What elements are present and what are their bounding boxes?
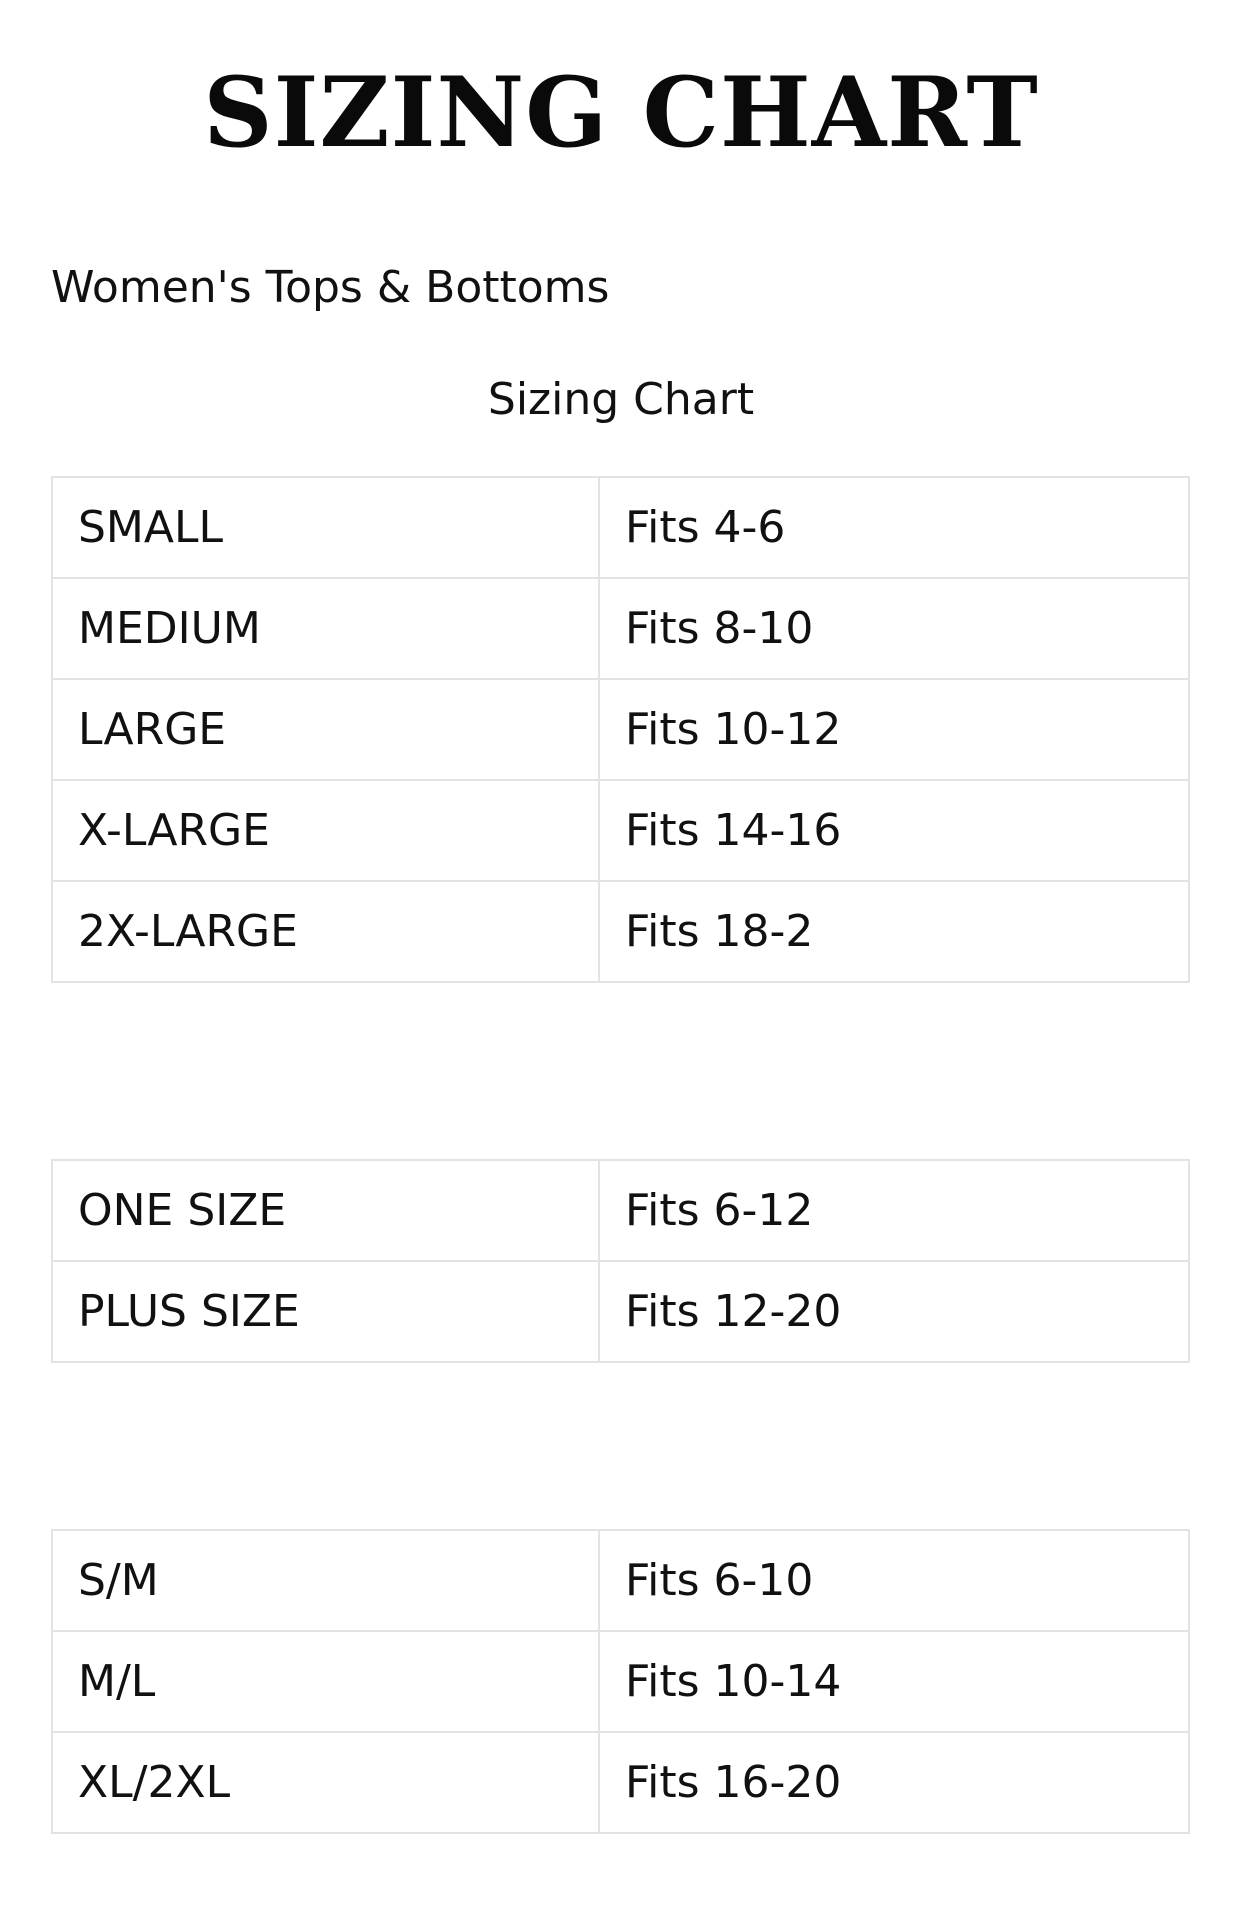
size-cell: XL/2XL bbox=[52, 1732, 599, 1833]
fit-cell: Fits 10-14 bbox=[599, 1631, 1189, 1732]
fit-cell: Fits 12-20 bbox=[599, 1261, 1189, 1362]
table-row bbox=[52, 1530, 1189, 1631]
fit-cell: Fits 6-12 bbox=[599, 1160, 1189, 1261]
sizing-table-one-size bbox=[51, 1159, 1190, 1363]
size-cell: PLUS SIZE bbox=[52, 1261, 599, 1362]
table-row bbox=[52, 1732, 1189, 1833]
fit-cell: Fits 16-20 bbox=[599, 1732, 1189, 1833]
size-cell: MEDIUM bbox=[52, 578, 599, 679]
fit-cell: Fits 8-10 bbox=[599, 578, 1189, 679]
fit-cell: Fits 18-2 bbox=[599, 881, 1189, 982]
sizing-table-standard bbox=[51, 476, 1190, 983]
fit-cell: Fits 10-12 bbox=[599, 679, 1189, 780]
table-row bbox=[52, 477, 1189, 578]
table-row bbox=[52, 679, 1189, 780]
fit-cell: Fits 6-10 bbox=[599, 1530, 1189, 1631]
chart-caption: Sizing Chart bbox=[487, 374, 755, 425]
size-cell: SMALL bbox=[52, 477, 599, 578]
table-row bbox=[52, 1261, 1189, 1362]
page-title: SIZING CHART bbox=[203, 56, 1039, 169]
size-cell: M/L bbox=[52, 1631, 599, 1732]
fit-cell: Fits 4-6 bbox=[599, 477, 1189, 578]
sizing-table-combined bbox=[51, 1529, 1190, 1834]
section-subtitle: Women's Tops & Bottoms bbox=[51, 262, 610, 313]
table-row bbox=[52, 1631, 1189, 1732]
size-cell: LARGE bbox=[52, 679, 599, 780]
size-cell: ONE SIZE bbox=[52, 1160, 599, 1261]
fit-cell: Fits 14-16 bbox=[599, 780, 1189, 881]
size-cell: 2X-LARGE bbox=[52, 881, 599, 982]
size-cell: S/M bbox=[52, 1530, 599, 1631]
table-row bbox=[52, 780, 1189, 881]
table-row bbox=[52, 578, 1189, 679]
table-row bbox=[52, 1160, 1189, 1261]
size-cell: X-LARGE bbox=[52, 780, 599, 881]
table-row bbox=[52, 881, 1189, 982]
